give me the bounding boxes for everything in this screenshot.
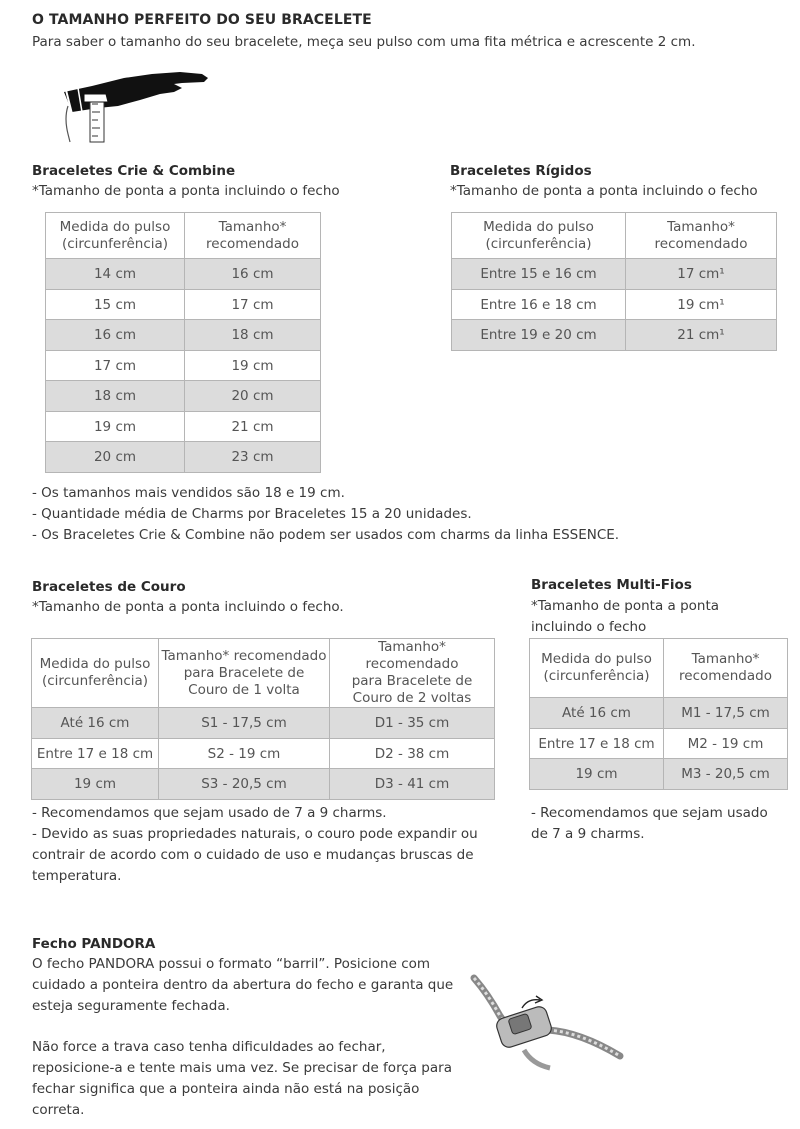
multi-size-table xyxy=(529,638,788,790)
rigidos-subtitle: *Tamanho de ponta a ponta incluindo o fecho xyxy=(450,183,758,199)
note-item: de 7 a 9 charms. xyxy=(531,826,645,842)
fecho-title: Fecho PANDORA xyxy=(32,936,156,952)
barrel-clasp-icon xyxy=(470,972,630,1072)
rigidos-size-table xyxy=(451,212,777,351)
notes-general xyxy=(32,483,619,546)
notes-couro xyxy=(32,803,478,887)
table-row: 14 cm 16 cm xyxy=(46,259,321,290)
note-item: - Recomendamos que sejam usado xyxy=(531,805,768,821)
table-row: Entre 19 e 20 cm 21 cm¹ xyxy=(452,320,777,351)
page-title: O TAMANHO PERFEITO DO SEU BRACELETE xyxy=(32,12,372,28)
multi-header-size: Tamanho* recomendado xyxy=(664,639,788,698)
note-item: temperatura. xyxy=(32,868,122,884)
table-row: 19 cm 21 cm xyxy=(46,412,321,442)
table-row: Até 16 cm S1 - 17,5 cm D1 - 35 cm xyxy=(32,708,495,739)
couro-subtitle: *Tamanho de ponta a ponta incluindo o fecho. xyxy=(32,599,344,615)
couro-size-table xyxy=(31,638,495,800)
table-row: Entre 17 e 18 cm M2 - 19 cm xyxy=(530,729,788,759)
note-item: - Devido as suas propriedades naturais, o couro pode expandir ou xyxy=(32,826,478,842)
couro-header-1volta: Tamanho* recomendado para Bracelete de Couro de 1 volta xyxy=(159,639,330,708)
note-item: - Os tamanhos mais vendidos são 18 e 19 cm. xyxy=(32,485,345,501)
crie-header-size: Tamanho* recomendado xyxy=(185,213,321,259)
fecho-paragraph-2: Não force a trava caso tenha dificuldades ao fechar, reposicione-a e tente mais uma vez. Se precisar de força para fechar significa que a ponteira ainda não está na posição correta. xyxy=(32,1039,452,1118)
couro-title: Braceletes de Couro xyxy=(32,579,186,595)
note-item: - Quantidade média de Charms por Braceletes 15 a 20 unidades. xyxy=(32,506,472,522)
note-item: contrair de acordo com o cuidado de uso e mudanças bruscas de xyxy=(32,847,474,863)
intro-text: Para saber o tamanho do seu bracelete, meça seu pulso com uma fita métrica e acrescente 2 cm. xyxy=(32,34,696,50)
rigidos-header-size: Tamanho* recomendado xyxy=(626,213,777,259)
rigidos-title: Braceletes Rígidos xyxy=(450,163,592,179)
table-row: 20 cm 23 cm xyxy=(46,442,321,473)
table-row: 19 cm S3 - 20,5 cm D3 - 41 cm xyxy=(32,769,495,800)
couro-header-wrist: Medida do pulso (circunferência) xyxy=(32,639,159,708)
table-row: 16 cm 18 cm xyxy=(46,320,321,351)
couro-header-2voltas: Tamanho* recomendado para Bracelete de Couro de 2 voltas xyxy=(330,639,495,708)
crie-header-wrist: Medida do pulso (circunferência) xyxy=(46,213,185,259)
table-row: 19 cm M3 - 20,5 cm xyxy=(530,759,788,790)
crie-subtitle: *Tamanho de ponta a ponta incluindo o fecho xyxy=(32,183,340,199)
table-row: Até 16 cm M1 - 17,5 cm xyxy=(530,698,788,729)
note-item: - Recomendamos que sejam usado de 7 a 9 charms. xyxy=(32,805,387,821)
fecho-paragraph-1: O fecho PANDORA possui o formato “barril”. Posicione com cuidado a ponteira dentro da abertura do fecho e garanta que esteja seguramente fechada. xyxy=(32,956,454,1014)
crie-size-table xyxy=(45,212,321,473)
table-row: Entre 16 e 18 cm 19 cm¹ xyxy=(452,290,777,320)
notes-multi xyxy=(531,803,768,845)
crie-title: Braceletes Crie & Combine xyxy=(32,163,236,179)
rigidos-header-wrist: Medida do pulso (circunferência) xyxy=(452,213,626,259)
table-row: Entre 17 e 18 cm S2 - 19 cm D2 - 38 cm xyxy=(32,739,495,769)
multi-header-wrist: Medida do pulso (circunferência) xyxy=(530,639,664,698)
table-row: Entre 15 e 16 cm 17 cm¹ xyxy=(452,259,777,290)
wrist-measure-icon xyxy=(62,66,212,146)
note-item: - Os Braceletes Crie & Combine não podem ser usados com charms da linha ESSENCE. xyxy=(32,527,620,543)
table-row: 17 cm 19 cm xyxy=(46,351,321,381)
multi-subtitle: *Tamanho de ponta a ponta incluindo o fecho xyxy=(531,598,720,635)
table-row: 18 cm 20 cm xyxy=(46,381,321,412)
multi-title: Braceletes Multi-Fios xyxy=(531,577,692,593)
table-row: 15 cm 17 cm xyxy=(46,290,321,320)
